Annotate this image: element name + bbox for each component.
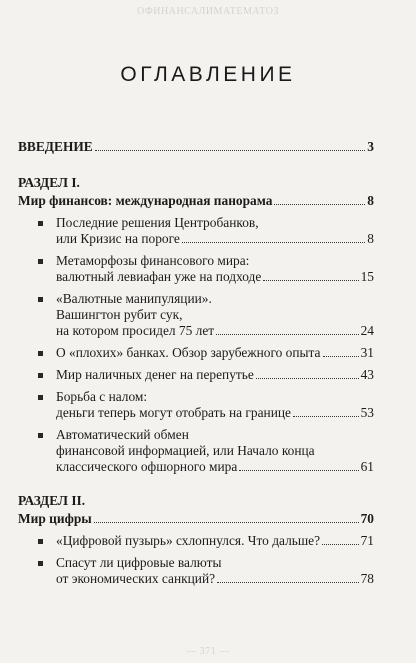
toc-item-line: или Кризис на пороге xyxy=(56,231,180,246)
toc-page-number: 15 xyxy=(360,269,374,284)
toc-item[interactable] xyxy=(18,367,374,383)
toc-item-line: Мир наличных денег на перепутье xyxy=(56,367,254,382)
toc-page-number: 53 xyxy=(360,405,374,420)
toc-item-line: Вашингтон рубит сук, xyxy=(56,307,183,322)
toc-page-number: 61 xyxy=(360,459,374,474)
square-bullet-icon xyxy=(38,221,43,226)
section-heading-entry[interactable] xyxy=(18,193,374,209)
toc-item[interactable] xyxy=(18,345,374,361)
toc-item[interactable] xyxy=(18,389,374,421)
section-heading-entry[interactable] xyxy=(18,511,374,527)
dot-leader xyxy=(293,416,359,417)
dot-leader xyxy=(274,204,365,205)
section-label: РАЗДЕЛ II. xyxy=(18,493,86,508)
bleed-through-header: ОФИНАНСАЛИМАТЕМАТОЗ xyxy=(137,6,279,17)
dot-leader xyxy=(239,470,358,471)
square-bullet-icon xyxy=(38,539,43,544)
toc-item[interactable] xyxy=(18,533,374,549)
square-bullet-icon xyxy=(38,561,43,566)
toc-item-line: финансовой информацией, или Начало конца xyxy=(56,443,315,458)
toc-item-line: Борьба с налом: xyxy=(56,389,148,404)
toc-item-line: Метаморфозы финансового мира: xyxy=(56,253,250,268)
toc-item-line: О «плохих» банках. Обзор зарубежного опыта xyxy=(56,345,321,360)
toc-item-line: валютный левиафан уже на подходе xyxy=(56,269,262,284)
toc-page-number: 8 xyxy=(367,231,374,246)
section-label: РАЗДЕЛ I. xyxy=(18,175,80,190)
toc-page-number: 78 xyxy=(360,571,374,586)
toc-intro-label: ВВЕДЕНИЕ xyxy=(18,139,93,154)
dot-leader xyxy=(95,150,366,151)
square-bullet-icon xyxy=(38,259,43,264)
dot-leader xyxy=(323,356,359,357)
toc-page-number: 71 xyxy=(360,533,374,548)
toc-item-line: «Цифровой пузырь» схлопнулся. Что дальше? xyxy=(56,533,321,548)
dot-leader xyxy=(256,378,359,379)
toc-item-line: «Валютные манипуляции». xyxy=(56,291,212,306)
dot-leader xyxy=(263,280,358,281)
square-bullet-icon xyxy=(38,373,43,378)
toc-item-line: Спасут ли цифровые валюты xyxy=(56,555,222,570)
toc-page-number: 24 xyxy=(360,323,374,338)
table-of-contents xyxy=(18,139,374,587)
toc-item-line: деньги теперь могут отобрать на границе xyxy=(56,405,291,420)
toc-page-number: 43 xyxy=(360,367,374,382)
toc-page-number: 8 xyxy=(367,193,374,208)
bleed-through-footer: — 371 — xyxy=(186,646,230,657)
dot-leader xyxy=(182,242,365,243)
dot-leader xyxy=(94,522,359,523)
toc-item[interactable] xyxy=(18,291,374,339)
toc-item-line: классического офшорного мира xyxy=(56,459,238,474)
toc-item-line: от экономических санкций? xyxy=(56,571,216,586)
toc-item[interactable] xyxy=(18,253,374,285)
page-title: ОГЛАВЛЕНИЕ xyxy=(120,63,296,86)
toc-item-line: на котором просидел 75 лет xyxy=(56,323,215,338)
toc-item-line: Последние решения Центробанков, xyxy=(56,215,259,230)
section-heading: Мир финансов: международная панорама xyxy=(18,193,273,208)
toc-intro-entry[interactable] xyxy=(18,139,374,155)
square-bullet-icon xyxy=(38,297,43,302)
dot-leader xyxy=(322,544,359,545)
dot-leader xyxy=(217,582,359,583)
toc-item[interactable] xyxy=(18,555,374,587)
square-bullet-icon xyxy=(38,395,43,400)
toc-item[interactable] xyxy=(18,215,374,247)
toc-item[interactable] xyxy=(18,427,374,475)
square-bullet-icon xyxy=(38,351,43,356)
toc-page-number: 3 xyxy=(367,139,374,154)
toc-page-number: 70 xyxy=(360,511,374,526)
toc-item-line: Автоматический обмен xyxy=(56,427,189,442)
dot-leader xyxy=(216,334,358,335)
section-heading: Мир цифры xyxy=(18,511,92,526)
toc-page-number: 31 xyxy=(360,345,374,360)
square-bullet-icon xyxy=(38,433,43,438)
